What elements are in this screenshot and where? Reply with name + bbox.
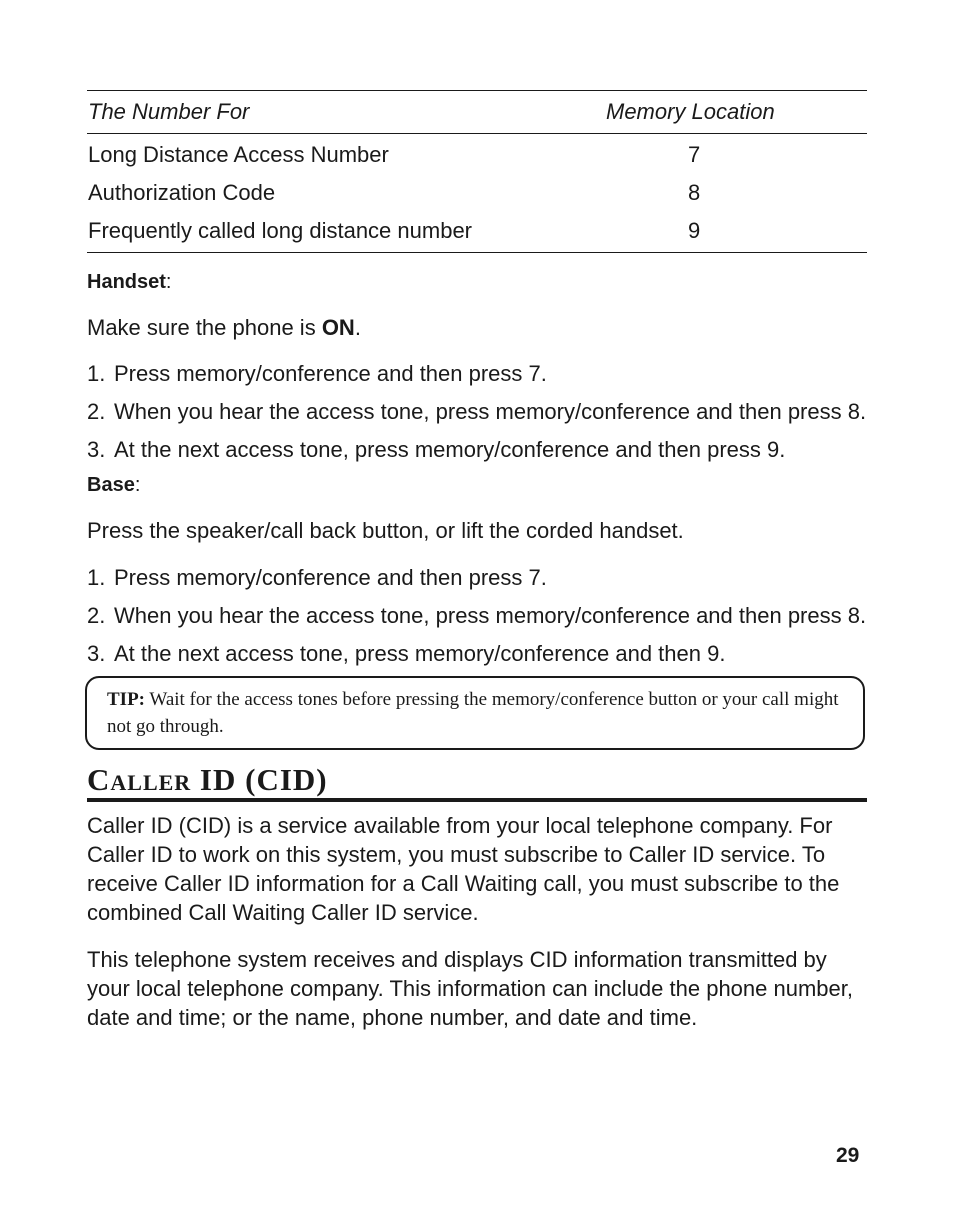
list-item: 1. Press memory/conference and then press 7. [87, 361, 547, 386]
tip-label: TIP: [107, 689, 145, 710]
caller-id-paragraph: Caller ID (CID) is a service available from your local telephone company. For Caller ID to work on this system, you must subscribe to Caller ID service. To receive Caller ID information for a Call Waiting call, you must subscribe to the combined Call Waiting Caller ID service. [87, 813, 840, 925]
table-row [87, 174, 867, 212]
row-location: 8 [688, 180, 701, 205]
header-number-for: The Number For [88, 99, 250, 124]
tip-box [85, 676, 865, 750]
manual-page [87, 90, 867, 1032]
table-row [87, 136, 867, 174]
row-location: 9 [688, 218, 701, 243]
row-name: Frequently called long distance number [88, 218, 473, 243]
list-item: 3. At the next access tone, press memory/conference and then 9. [87, 641, 726, 666]
caller-id-title: Caller ID (CID) [87, 762, 867, 802]
row-location: 7 [688, 142, 701, 167]
base-intro: Press the speaker/call back button, or lift the corded handset. [87, 518, 684, 543]
table-row [87, 212, 867, 250]
row-name: Long Distance Access Number [88, 142, 389, 167]
row-name: Authorization Code [88, 180, 276, 205]
memory-location-table [87, 90, 867, 253]
page-number: 29 [836, 1144, 860, 1167]
caller-id-paragraph: This telephone system receives and displays CID information transmitted by your local telephone company. This information can include the phone number, date and time; or the name, phone number, and date and time. [87, 947, 853, 1030]
header-memory-location: Memory Location [606, 99, 775, 124]
base-steps [87, 563, 867, 668]
list-item: 2. When you hear the access tone, press memory/conference and then press 8. [87, 603, 867, 628]
table-header [87, 91, 867, 134]
handset-heading: Handset: [87, 271, 172, 293]
base-heading: Base: [87, 474, 141, 496]
tip-text: Wait for the access tones before pressing the memory/conference button or your call might not go through. [107, 689, 839, 737]
list-item: 1. Press memory/conference and then press 7. [87, 565, 547, 590]
list-item: 2. When you hear the access tone, press memory/conference and then press 8. [87, 399, 867, 424]
handset-intro: Make sure the phone is ON. [87, 315, 361, 340]
handset-steps [87, 359, 867, 464]
list-item: 3. At the next access tone, press memory/conference and then press 9. [87, 437, 786, 462]
